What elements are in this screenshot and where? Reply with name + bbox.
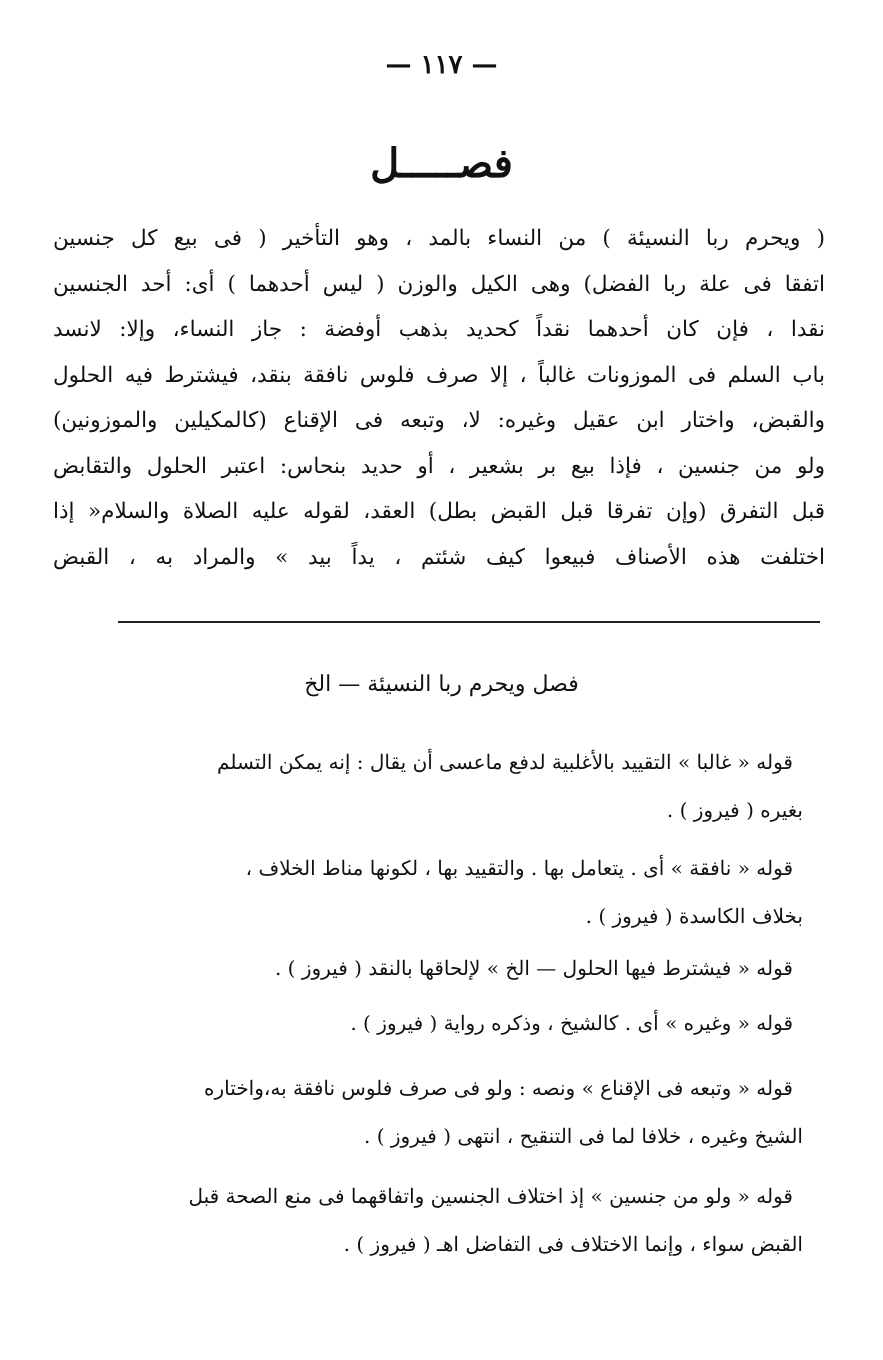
- main-text-line: اختلفت هذه الأصناف فبيعوا كيف شئتم ، يداً بيد » والمراد به ، القبض: [53, 544, 825, 570]
- main-text-line: والقبض، واختار ابن عقيل وغيره: لا، وتبعه فى الإقناع (كالمكيلين والموزونين): [53, 408, 825, 433]
- commentary-note: [113, 1064, 803, 1160]
- main-text-line: ( ويحرم ربا النسيئة ) من النساء بالمد ، وهو التأخير ( فى بيع كل جنسين: [53, 226, 825, 251]
- main-text-line: ولو من جنسين ، فإذا بيع بر بشعير ، أو حديد بنحاس: اعتبر الحلول والتقابض: [53, 453, 825, 479]
- commentary-note: [113, 1172, 803, 1268]
- main-text-line: نقدا ، فإن كان أحدهما نقداً كحديد بذهب أوفضة : جاز النساء، وإلا: لانسد: [53, 317, 825, 342]
- commentary-note: [113, 844, 803, 940]
- main-text-block: [53, 216, 825, 580]
- note-line: قوله « غالبا » التقييد بالأغلبية لدفع ماعسى أن يقال : إنه يمكن التسلم: [217, 750, 793, 774]
- note-line: قوله « نافقة » أى . يتعامل بها . والتقييد بها ، لكونها مناط الخلاف ،: [245, 856, 793, 880]
- note-line: قوله « ولو من جنسين » إذ اختلاف الجنسين واتفاقهما فى منع الصحة قبل: [188, 1184, 793, 1208]
- note-line: قوله « فيشترط فيها الحلول — الخ » لإلحاقها بالنقد ( فيروز ) .: [274, 956, 793, 980]
- page-number: — ١١٧ —: [385, 50, 498, 80]
- section-title: فصـــــل: [370, 140, 513, 187]
- note-line: بغيره ( فيروز ) .: [666, 798, 803, 822]
- main-text-line: باب السلم فى الموزونات غالباً ، إلا صرف فلوس نافقة بنقد، فيشترط فيه الحلول: [53, 362, 825, 388]
- commentary-note: [113, 944, 803, 992]
- footnote-divider: [118, 621, 820, 623]
- commentary-note: [113, 999, 803, 1047]
- main-text-line: اتفقا فى علة ربا الفضل) وهى الكيل والوزن ( ليس أحدهما ) أى: أحد الجنسين: [53, 271, 825, 297]
- note-line: الشيخ وغيره ، خلافا لما فى التنقيح ، انتهى ( فيروز ) .: [364, 1124, 803, 1148]
- note-line: قوله « وتبعه فى الإقناع » ونصه : ولو فى صرف فلوس نافقة به،واختاره: [204, 1076, 793, 1100]
- commentary-title: فصل ويحرم ربا النسيئة — الخ: [304, 672, 579, 697]
- commentary-note: [113, 738, 803, 834]
- note-line: بخلاف الكاسدة ( فيروز ) .: [585, 904, 803, 928]
- note-line: القبض سواء ، وإنما الاختلاف فى التفاضل اهـ ( فيروز ) .: [343, 1232, 803, 1256]
- note-line: قوله « وغيره » أى . كالشيخ ، وذكره رواية ( فيروز ) .: [350, 1011, 793, 1035]
- main-text-line: قبل التفرق (وإن تفرقا قبل القبض بطل) العقد، لقوله عليه الصلاة والسلام« إذا: [53, 499, 825, 524]
